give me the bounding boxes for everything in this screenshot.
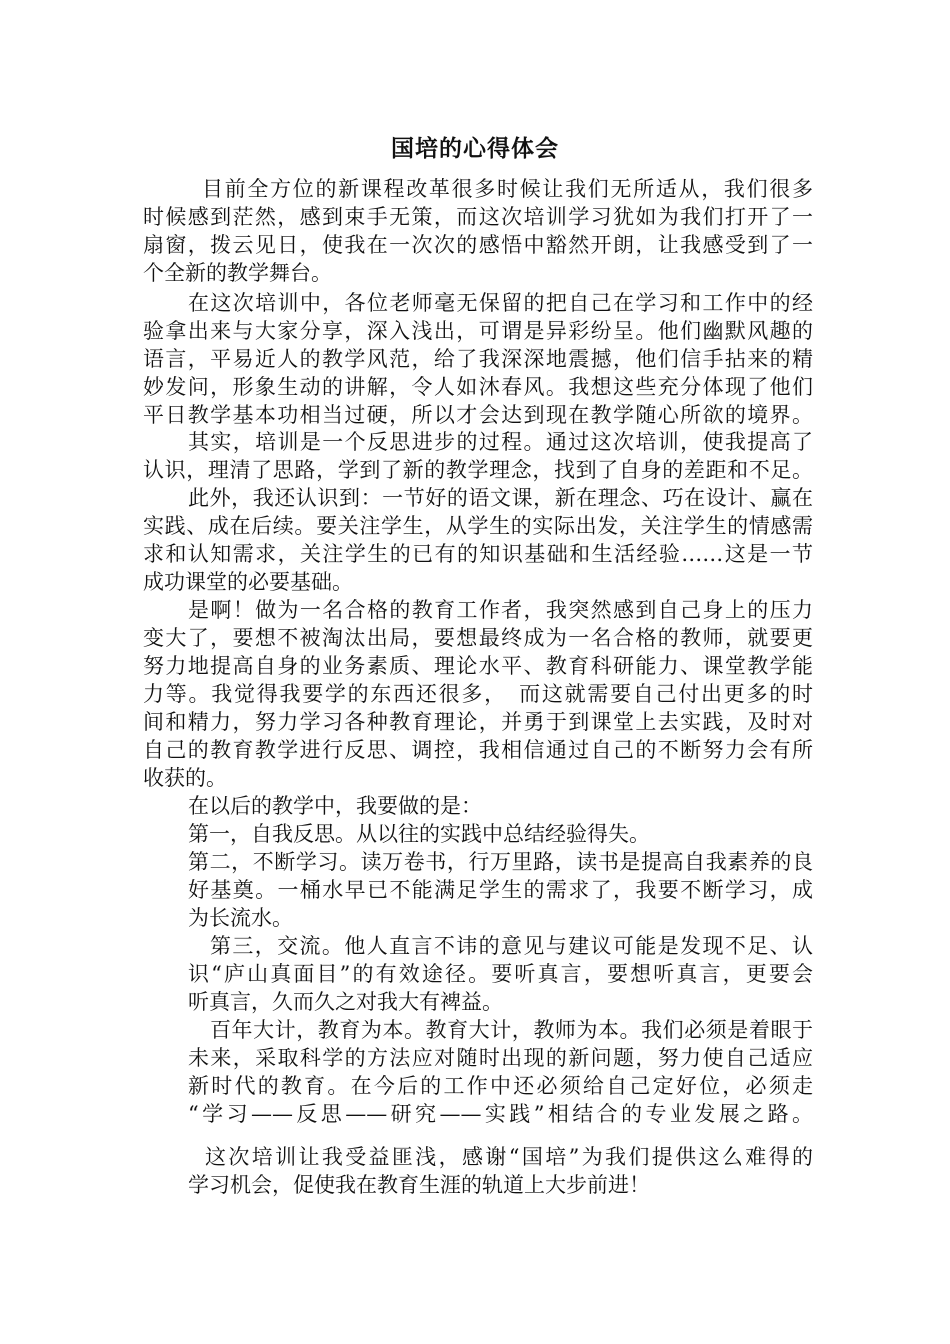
text-line: 未来，采取科学的方法应对随时出现的新问题，努力使自己适应 bbox=[188, 1046, 813, 1070]
text-line: 此外，我还认识到：一节好的语文课，新在理念、巧在设计、赢在 bbox=[188, 486, 813, 510]
text-line: 其实，培训是一个反思进步的过程。通过这次培训，使我提高了 bbox=[188, 430, 813, 454]
document-title: 国培的心得体会 bbox=[391, 135, 559, 162]
text-line: 第二，不断学习。读万卷书，行万里路，读书是提高自我素养的良 bbox=[188, 850, 813, 874]
text-line: 间和精力，努力学习各种教育理论，并勇于到课堂上去实践，及时对 bbox=[143, 710, 813, 734]
text-line: 努力地提高自身的业务素质、理论水平、教育科研能力、课堂教学能 bbox=[143, 654, 813, 678]
text-line: 妙发问，形象生动的讲解，令人如沐春风。我想这些充分体现了他们 bbox=[143, 375, 813, 399]
text-line: 验拿出来与大家分享，深入浅出，可谓是异彩纷呈。他们幽默风趣的 bbox=[143, 319, 813, 343]
text-line: 认识，理清了思路，学到了新的教学理念，找到了自身的差距和不足。 bbox=[143, 458, 813, 482]
text-line: 平日教学基本功相当过硬，所以才会达到现在教学随心所欲的境界。 bbox=[143, 403, 813, 427]
text-line: 收获的。 bbox=[143, 766, 227, 790]
text-line: 成功课堂的必要基础。 bbox=[143, 570, 353, 594]
text-line: 在这次培训中，各位老师毫无保留的把自己在学习和工作中的经 bbox=[188, 291, 813, 315]
text-line: 新时代的教育。在今后的工作中还必须给自己定好位，必须走 bbox=[188, 1074, 813, 1098]
text-line: 是啊！做为一名合格的教育工作者，我突然感到自己身上的压力 bbox=[188, 598, 813, 622]
text-line: 语言，平易近人的教学风范，给了我深深地震撼，他们信手拈来的精 bbox=[143, 347, 813, 371]
text-line: 第三，交流。他人直言不讳的意见与建议可能是发现不足、认 bbox=[210, 934, 813, 958]
text-line: 个全新的教学舞台。 bbox=[143, 261, 332, 285]
text-line: 好基奠。一桶水早已不能满足学生的需求了，我要不断学习，成 bbox=[188, 878, 813, 902]
text-line: 扇窗，拨云见日，使我在一次次的感悟中豁然开朗，让我感受到了一 bbox=[143, 233, 813, 257]
text-line: “学习——反思——研究——实践”相结合的专业发展之路。 bbox=[188, 1102, 813, 1126]
text-line: 学习机会，促使我在教育生涯的轨道上大步前进！ bbox=[188, 1173, 650, 1197]
text-line: 这次培训让我受益匪浅，感谢“国培”为我们提供这么难得的 bbox=[205, 1145, 813, 1169]
text-line: 听真言，久而久之对我大有裨益。 bbox=[188, 990, 503, 1014]
text-line: 实践、成在后续。要关注学生，从学生的实际出发，关注学生的情感需 bbox=[143, 514, 813, 538]
text-line: 第一，自我反思。从以往的实践中总结经验得失。 bbox=[188, 822, 650, 846]
text-line: 力等。我觉得我要学的东西还很多， 而这就需要自己付出更多的时 bbox=[143, 682, 813, 706]
text-line: 目前全方位的新课程改革很多时候让我们无所适从，我们很多 bbox=[202, 177, 813, 201]
text-line: 百年大计，教育为本。教育大计，教师为本。我们必须是着眼于 bbox=[210, 1018, 813, 1042]
text-line: 时候感到茫然，感到束手无策，而这次培训学习犹如为我们打开了一 bbox=[143, 205, 813, 229]
text-line: 求和认知需求，关注学生的已有的知识基础和生活经验……这是一节 bbox=[143, 542, 813, 566]
text-line: 为长流水。 bbox=[188, 906, 293, 930]
text-line: 自己的教育教学进行反思、调控，我相信通过自己的不断努力会有所 bbox=[143, 738, 813, 762]
text-line: 变大了，要想不被淘汰出局，要想最终成为一名合格的教师，就要更 bbox=[143, 626, 813, 650]
text-line: 在以后的教学中，我要做的是： bbox=[188, 794, 482, 818]
text-line: 识“庐山真面目”的有效途径。要听真言，要想听真言，更要会 bbox=[188, 962, 813, 986]
